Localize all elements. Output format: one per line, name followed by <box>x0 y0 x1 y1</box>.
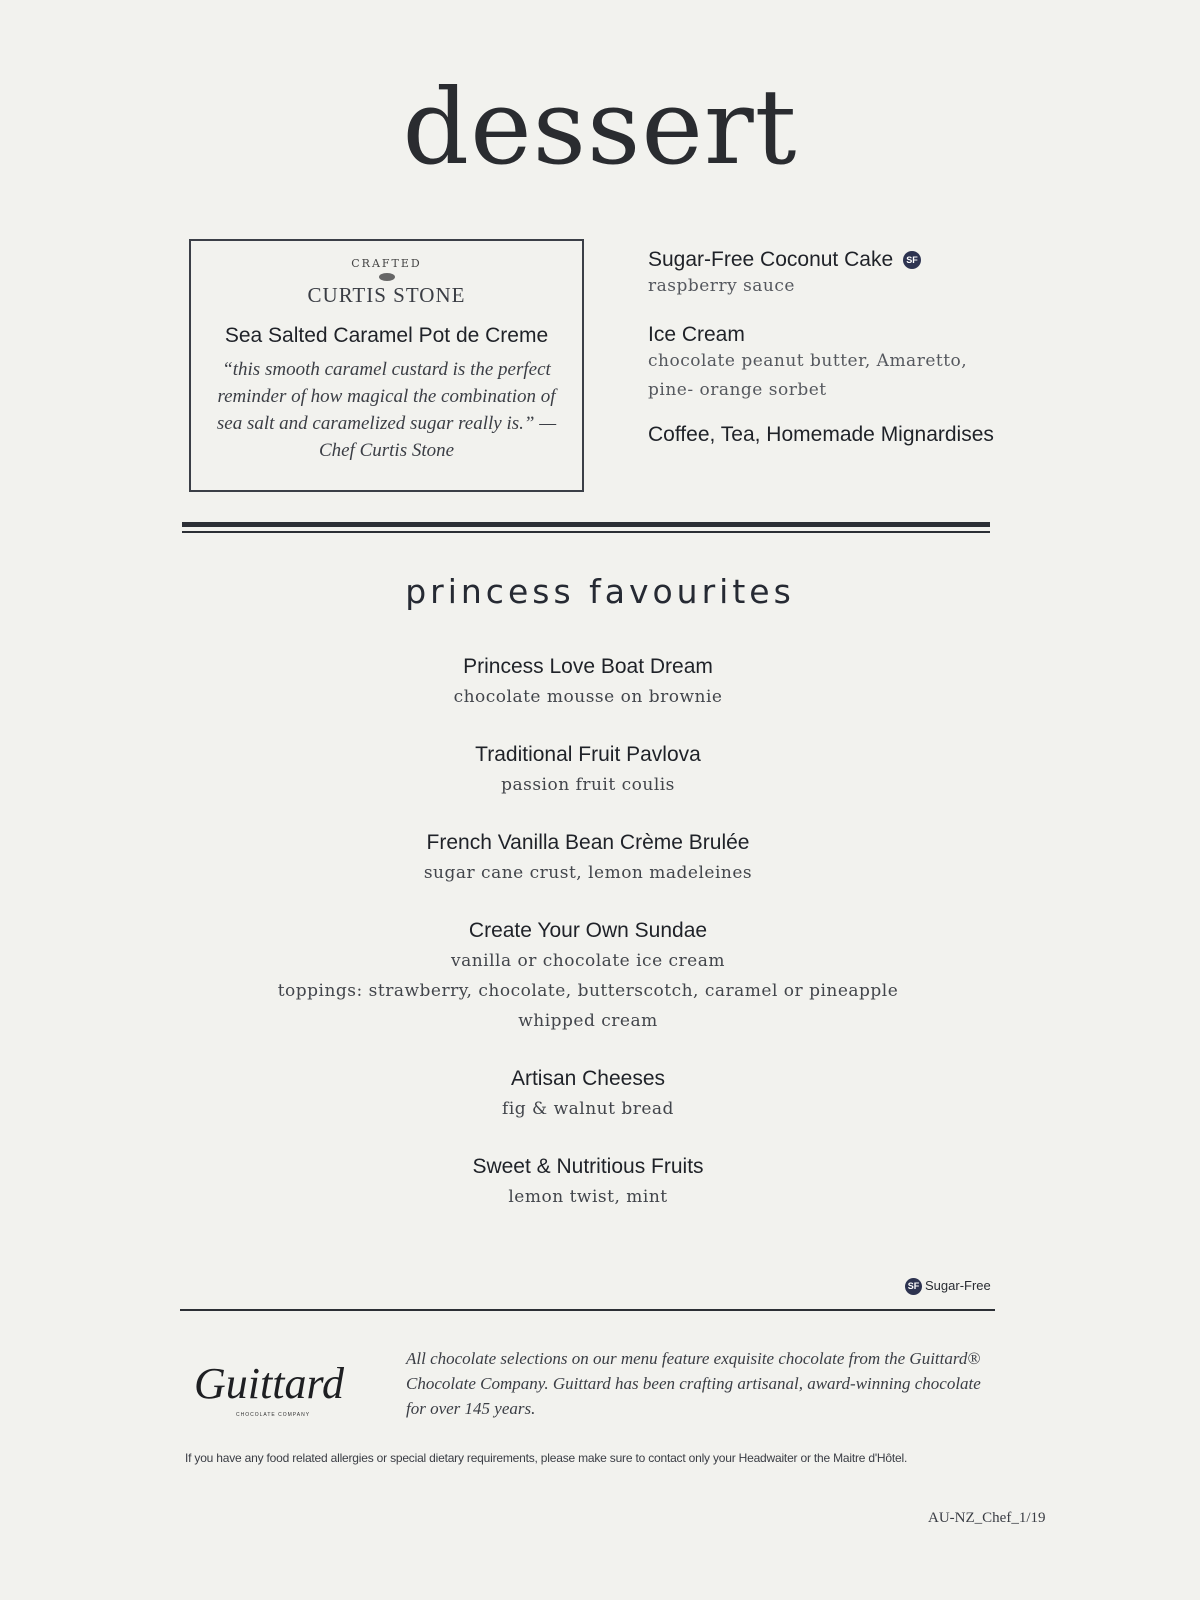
menu-item <box>648 248 1048 301</box>
allergy-note: If you have any food related allergies or special dietary requirements, please make sure to contact only your Headwaiter or the Maitre d'Hôtel. <box>185 1451 908 1465</box>
menu-item-desc: toppings: strawberry, chocolate, butterscotch, caramel or pineapple <box>277 981 899 1001</box>
menu-item <box>0 916 1176 1036</box>
menu-item <box>648 323 1048 405</box>
sugar-free-icon: SF <box>905 1278 922 1295</box>
menu-item <box>0 652 1176 712</box>
menu-item-name <box>648 248 1048 272</box>
menu-item-desc: chocolate mousse on brownie <box>453 687 723 707</box>
divider <box>182 522 990 527</box>
menu-item-name: Sweet & Nutritious Fruits <box>472 1155 704 1178</box>
menu-item-name: Create Your Own Sundae <box>468 919 708 942</box>
menu-item-desc: lemon twist, mint <box>508 1187 668 1207</box>
menu-item-name: Coffee, Tea, Homemade Mignardises <box>648 423 994 446</box>
divider <box>180 1309 995 1311</box>
sugar-free-icon: SF <box>903 251 921 269</box>
divider <box>182 531 990 533</box>
featured-dish-box <box>189 239 584 492</box>
menu-item-desc: raspberry sauce <box>648 276 795 296</box>
guittard-logo <box>190 1352 380 1432</box>
featured-dish-name: Sea Salted Caramel Pot de Creme <box>224 324 549 347</box>
legend-label: Sugar-Free <box>925 1278 991 1293</box>
menu-code: AU-NZ_Chef_1/19 <box>928 1510 1046 1526</box>
chocolate-note: All chocolate selections on our menu feature exquisite chocolate from the Guittard® Chocolate Company. Guittard has been crafting artisanal, award-winning chocolate for over 145 years. <box>406 1349 981 1418</box>
guittard-logo-subtext: CHOCOLATE COMPANY <box>236 1412 311 1418</box>
menu-item <box>0 1064 1176 1124</box>
menu-item <box>0 828 1176 888</box>
crafted-label <box>191 257 582 273</box>
menu-item-name: Ice Cream <box>648 323 745 346</box>
menu-item-desc: sugar cane crust, lemon madeleines <box>423 863 753 883</box>
menu-item-desc: chocolate peanut butter, Amaretto, pine- orange sorbet <box>648 351 968 400</box>
menu-item-desc: fig & walnut bread <box>502 1099 674 1119</box>
page-title: dessert <box>402 66 798 188</box>
sugar-free-legend <box>905 1278 991 1295</box>
menu-item-name: Traditional Fruit Pavlova <box>475 743 701 766</box>
section-title: princess favourites <box>405 572 795 611</box>
leaf-icon <box>191 273 582 281</box>
menu-item-name-text: Sugar-Free Coconut Cake <box>648 248 894 271</box>
menu-item-desc: whipped cream <box>518 1011 658 1031</box>
menu-item-name: Princess Love Boat Dream <box>463 655 713 678</box>
favourites-list <box>0 652 1176 1240</box>
menu-item-name: Artisan Cheeses <box>510 1067 666 1090</box>
menu-item <box>0 1152 1176 1212</box>
dessert-list <box>648 248 1048 465</box>
menu-item <box>648 423 1048 447</box>
featured-dish-quote: “this smooth caramel custard is the perfect reminder of how magical the combination of sea salt and caramelized sugar really is.” — Chef Curtis Stone <box>216 359 557 461</box>
menu-item-desc: passion fruit coulis <box>501 775 675 795</box>
guittard-logo-text: Guittard <box>194 1359 344 1408</box>
crafted-label-text: CRAFTED <box>351 257 422 270</box>
chef-brand: CURTIS STONE <box>307 283 466 307</box>
menu-item <box>0 740 1176 800</box>
menu-item-desc: vanilla or chocolate ice cream <box>450 951 726 971</box>
menu-item-name: French Vanilla Bean Crème Brulée <box>426 831 750 854</box>
